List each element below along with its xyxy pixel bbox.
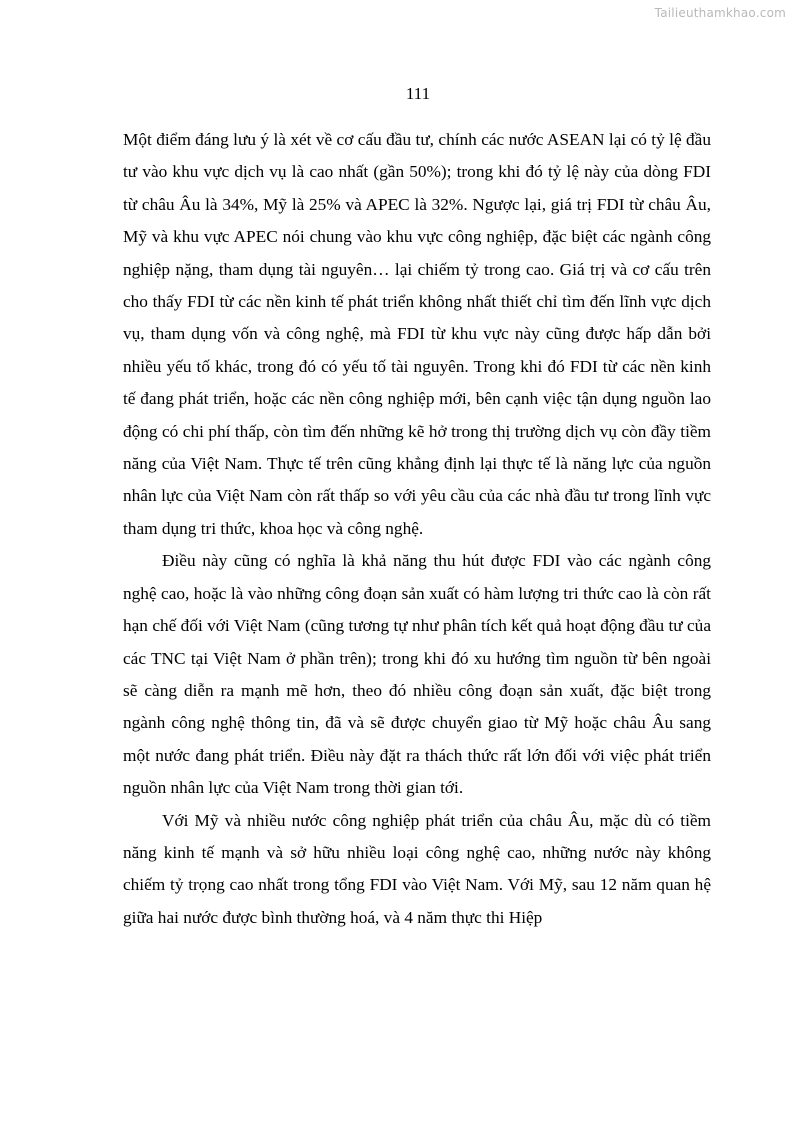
paragraph-1: Một điểm đáng lưu ý là xét về cơ cấu đầu tư, chính các nước ASEAN lại có tỷ lệ đầu tư vào khu vực dịch vụ là cao nhất (gần 50%); trong khi đó tỷ lệ này của dòng FDI từ châu Âu là 34%, Mỹ là 25% và APEC là 32%. Ngược lại, giá trị FDI từ châu Âu, Mỹ và khu vực APEC nói chung vào khu vực công nghiệp, đặc biệt các ngành công nghiệp nặng, tham dụng tài nguyên… lại chiếm tỷ trong cao. Giá trị và cơ cấu trên cho thấy FDI từ các nền kinh tế phát triển không nhất thiết chỉ tìm đến lĩnh vực dịch vụ, tham dụng vốn và công nghệ, mà FDI từ khu vực này cũng được hấp dẫn bởi nhiều yếu tố khác, trong đó có yếu tố tài nguyên. Trong khi đó FDI từ các nền kinh tế đang phát triển, hoặc các nền công nghiệp mới, bên cạnh việc tận dụng nguồn lao động có chi phí thấp, còn tìm đến những kẽ hở trong thị trường dịch vụ còn đầy tiềm năng của Việt Nam. Thực tế trên cũng khẳng định lại thực tế là năng lực của nguồn nhân lực của Việt Nam còn rất thấp so với yêu cầu của các nhà đầu tư trong lĩnh vực tham dụng tri thức, khoa học và công nghệ. [123,130,711,538]
paragraph-2: Điều này cũng có nghĩa là khả năng thu hút được FDI vào các ngành công nghệ cao, hoặc là vào những công đoạn sản xuất có hàm lượng tri thức cao là còn rất hạn chế đối với Việt Nam (cũng tương tự như phân tích kết quả hoạt động đầu tư của các TNC tại Việt Nam ở phần trên); trong khi đó xu hướng tìm nguồn từ bên ngoài sẽ càng diễn ra mạnh mẽ hơn, theo đó nhiều công đoạn sản xuất, đặc biệt trong ngành công nghệ thông tin, đã và sẽ được chuyển giao từ Mỹ hoặc châu Âu sang một nước đang phát triển. Điều này đặt ra thách thức rất lớn đối với việc phát triển nguồn nhân lực của Việt Nam trong thời gian tới. [123,551,711,798]
paragraph-3: Với Mỹ và nhiều nước công nghiệp phát triển của châu Âu, mặc dù có tiềm năng kinh tế mạnh và sở hữu nhiều loại công nghệ cao, những nước này không chiếm tỷ trọng cao nhất trong tổng FDI vào Việt Nam. Với Mỹ, sau 12 năm quan hệ giữa hai nước được bình thường hoá, và 4 năm thực thi Hiệp [123,810,711,927]
page-number: 111 [405,84,431,103]
document-body [123,124,711,934]
watermark: Tailieuthamkhao.com [654,6,786,20]
